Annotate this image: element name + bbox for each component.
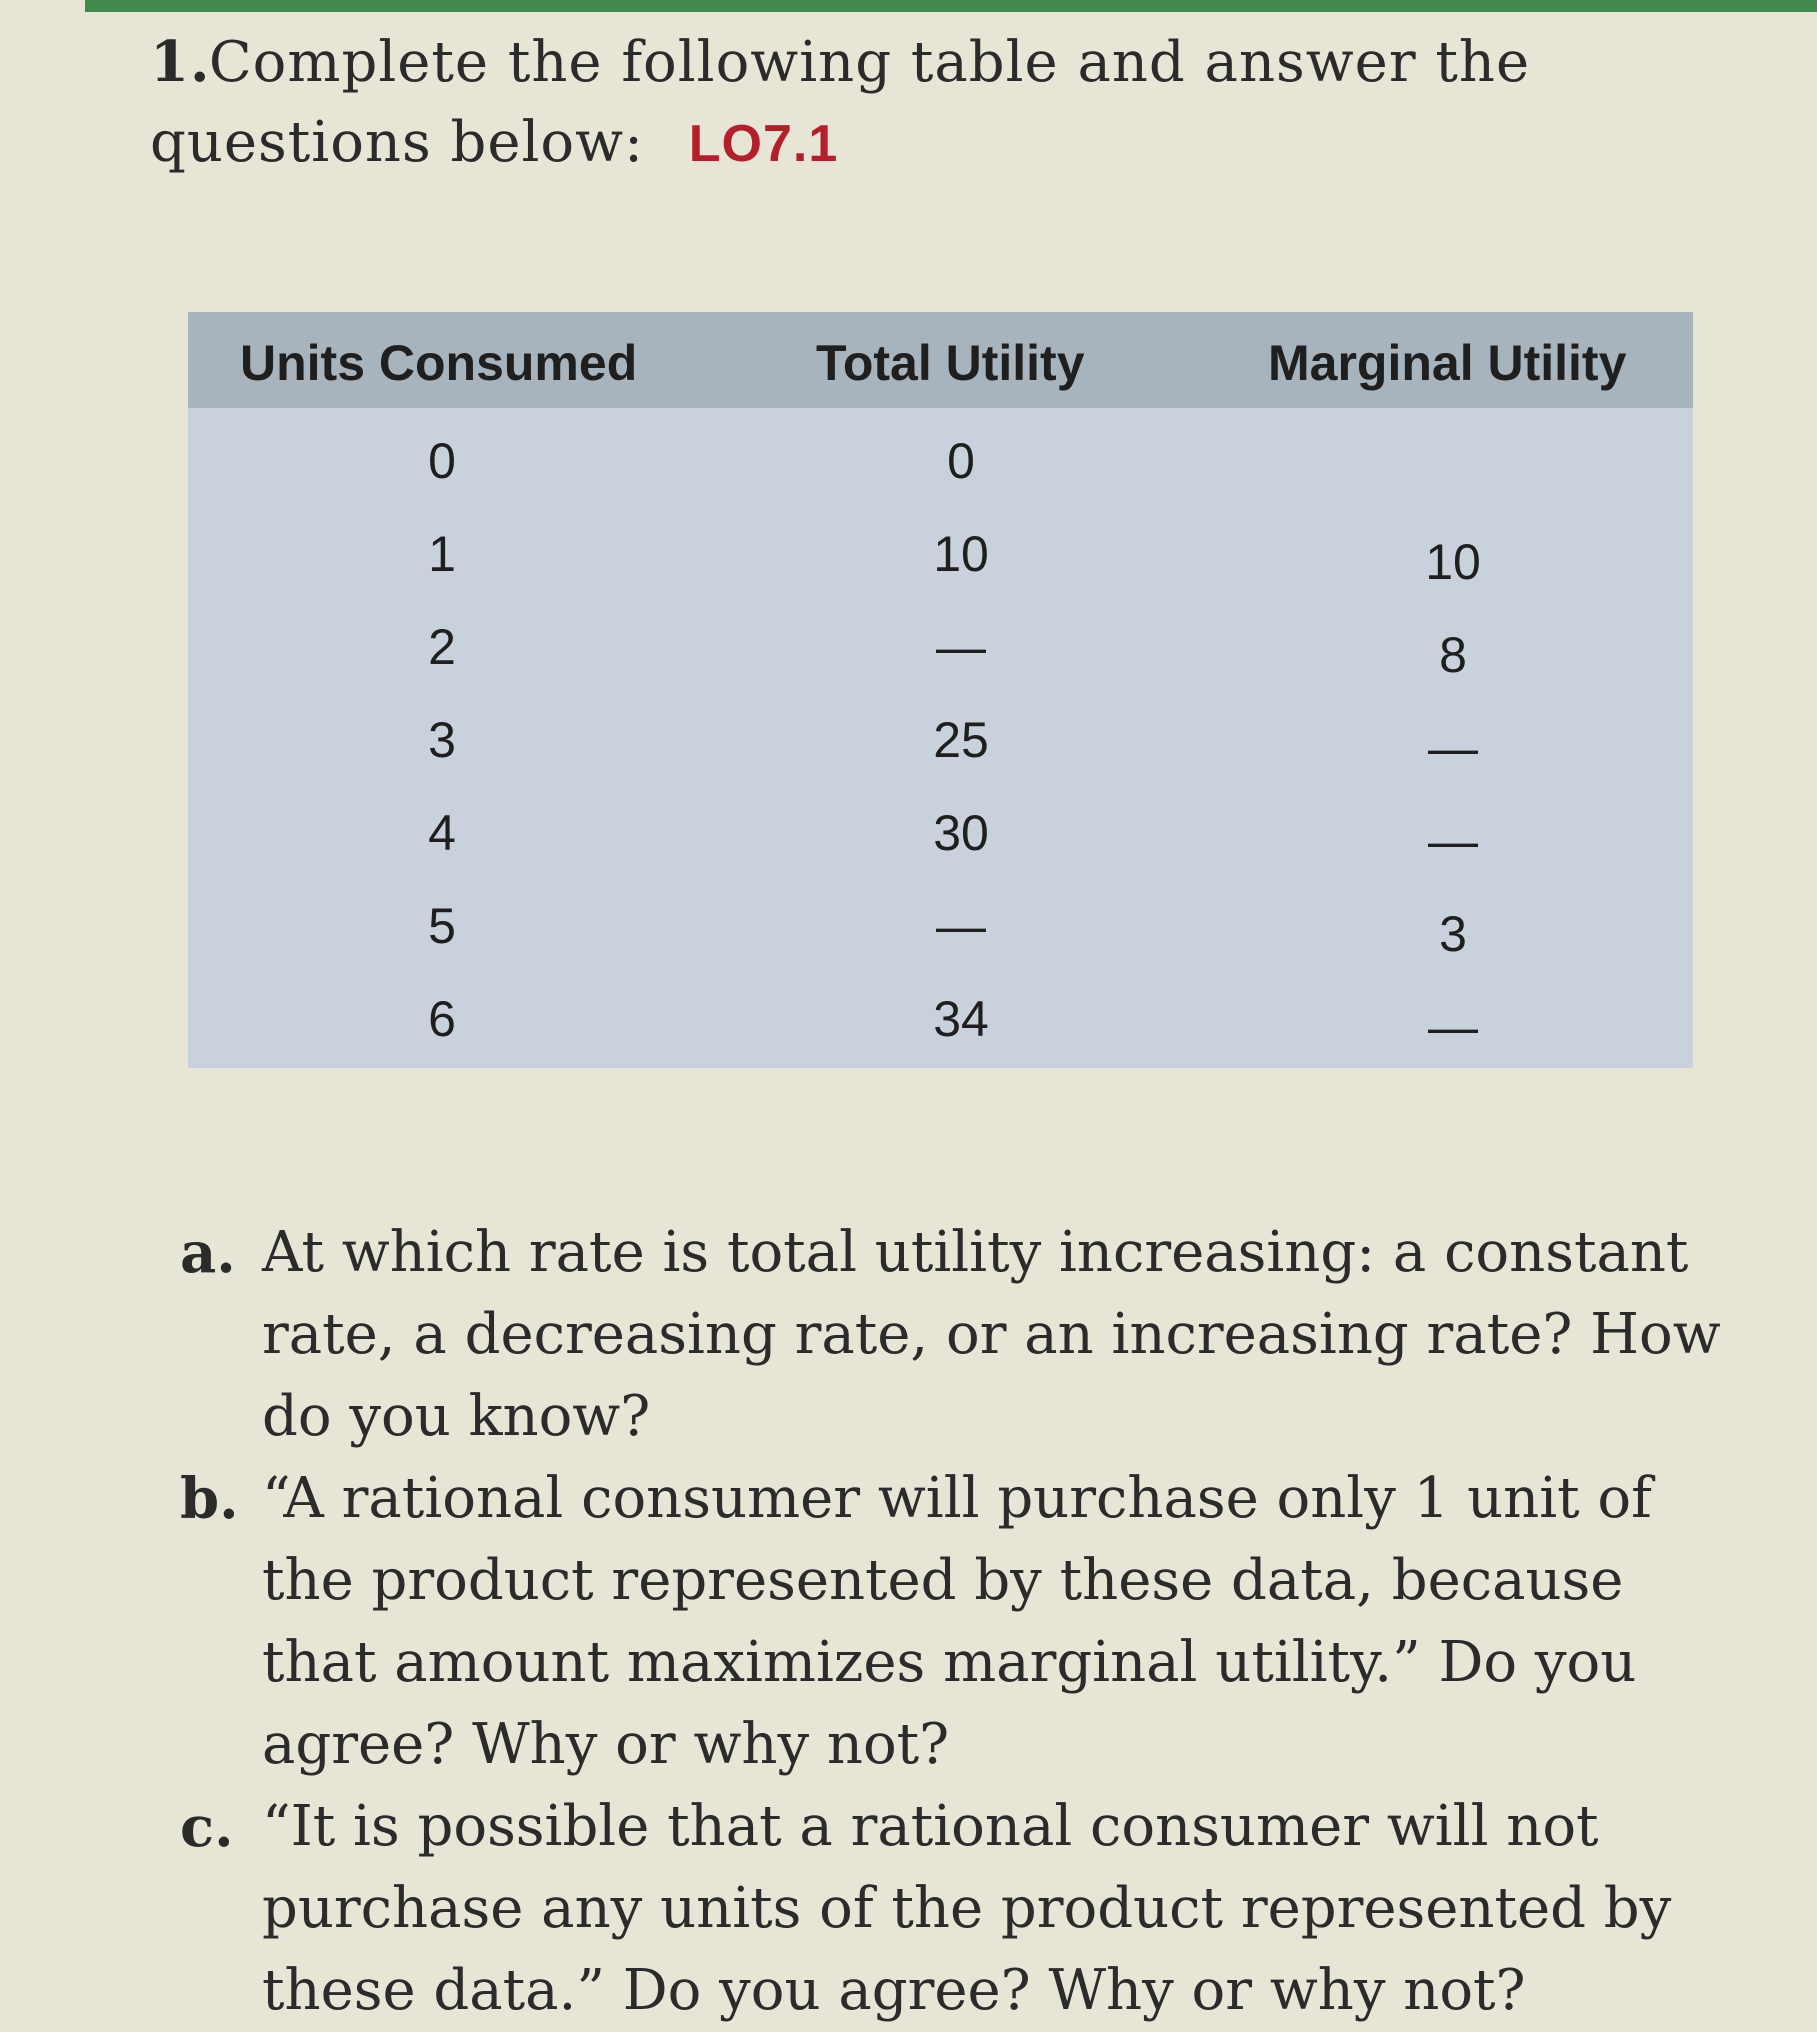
part-a [180,1212,1740,1458]
table-header [188,312,1693,408]
utility-table [188,312,1693,1068]
cell-total-utility: — [936,619,986,675]
cell-total-utility: 30 [933,805,989,861]
cell-total-utility: 0 [947,433,975,489]
header-marginal-utility: Marginal Utility [1268,335,1627,391]
question-number: 1. [150,29,211,95]
table-row [188,505,1693,598]
question-text: Complete the following table and answer the questions below: [150,30,1531,175]
part-text: “A rational consumer will purchase only 1 unit of the product represented by these data, because that amount maximizes marginal utility.” Do you agree? Why or why not? [262,1466,1652,1777]
cell-total-utility: 10 [933,526,989,582]
cell-units: 6 [428,991,456,1047]
header-units-consumed: Units Consumed [240,335,638,391]
part-b [180,1458,1740,1786]
learning-objective-label: LO7.1 [688,115,839,173]
question-1 [150,22,1680,184]
part-c [180,1786,1740,2032]
cell-marginal-utility: — [1428,813,1478,869]
table-row [188,784,1693,877]
part-text: At which rate is total utility increasing: a constant rate, a decreasing rate, or an increasing rate? How do you know? [262,1220,1721,1449]
table-row [188,691,1693,784]
part-letter: b. [180,1466,239,1532]
cell-units: 4 [428,805,456,861]
cell-units: 3 [428,712,456,768]
cell-total-utility: 34 [933,991,989,1047]
cell-marginal-utility: 3 [1439,906,1467,962]
cell-units: 1 [428,526,456,582]
header-total-utility: Total Utility [816,335,1085,391]
table-row [188,877,1693,970]
cell-units: 2 [428,619,456,675]
cell-units: 5 [428,898,456,954]
part-letter: c. [180,1794,234,1860]
cell-marginal-utility: — [1428,720,1478,776]
part-letter: a. [180,1220,236,1286]
top-color-band [85,0,1817,12]
cell-total-utility: — [936,898,986,954]
cell-marginal-utility: 10 [1425,534,1481,590]
question-parts [180,1212,1740,2032]
cell-total-utility: 25 [933,712,989,768]
table-row [188,970,1693,1063]
table-row [188,598,1693,691]
cell-units: 0 [428,433,456,489]
cell-marginal-utility: 8 [1439,627,1467,683]
table-row [188,412,1693,505]
cell-marginal-utility: — [1428,999,1478,1055]
part-text: “It is possible that a rational consumer will not purchase any units of the product represented by these data.” Do you agree? Why or why not? [262,1794,1672,2023]
